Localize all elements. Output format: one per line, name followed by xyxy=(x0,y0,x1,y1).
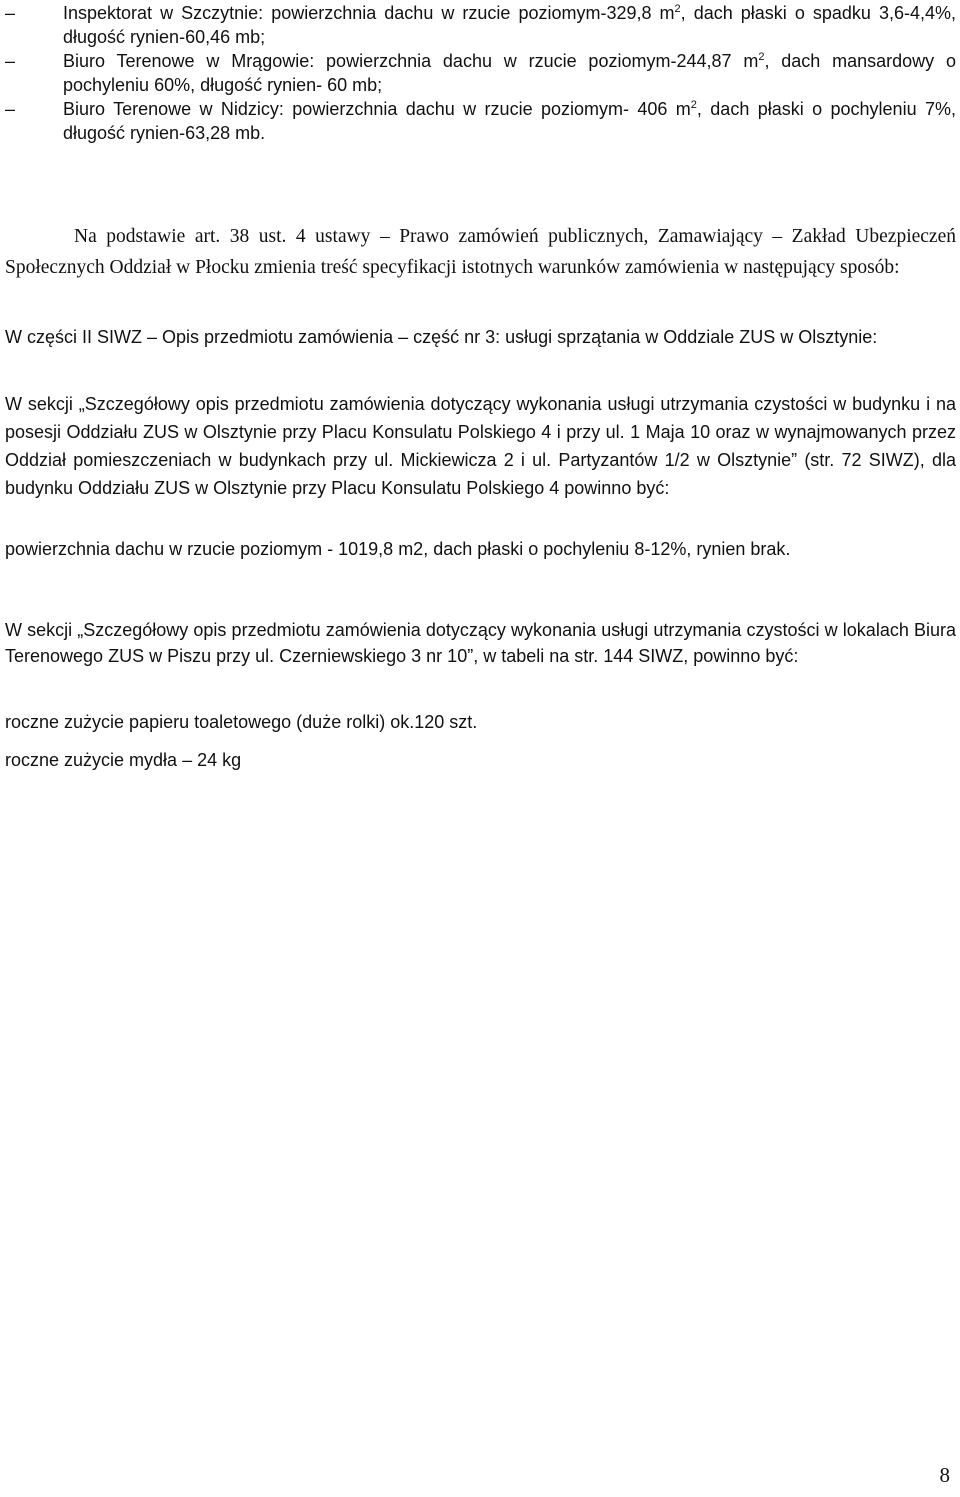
list-marker: – xyxy=(5,51,16,71)
list-item-text: Biuro Terenowe w Nidzicy: powierzchnia dachu w rzucie poziomym- 406 m xyxy=(63,99,691,119)
superscript: 2 xyxy=(674,3,681,15)
list-marker: – xyxy=(5,99,16,119)
superscript: 2 xyxy=(758,51,765,63)
list-item xyxy=(5,1,956,49)
page-number: 8 xyxy=(939,1463,950,1487)
list-item xyxy=(5,49,956,97)
roof-olsztyn-line: powierzchnia dachu w rzucie poziomym - 1019,8 m2, dach płaski o pochyleniu 8-12%, rynien brak. xyxy=(5,539,791,559)
list-item-text-after: , dach płaski o pochyleniu 7%, długość rynien-63,28 mb. xyxy=(63,99,956,143)
section-olsztyn-paragraph: W sekcji „Szczegółowy opis przedmiotu zamówienia dotyczący wykonania usługi utrzymania czystości w budynku i na posesji Oddziału ZUS w Olsztynie przy Placu Konsulatu Polskiego 4 i przy ul. 1 Maja 10 oraz w wynajmowanych przez Oddział pomieszczeniach w budynkach przy ul. Mickiewicza 2 i ul. Partyzantów 1/2 w Olsztynie” (str. 72 SIWZ), dla budynku Oddziału ZUS w Olsztynie przy Placu Konsulatu Polskiego 4 powinno być: xyxy=(5,394,956,498)
list-item-text: Inspektorat w Szczytnie: powierzchnia dachu w rzucie poziomym-329,8 m xyxy=(63,3,675,23)
part-heading: W części II SIWZ – Opis przedmiotu zamówienia – część nr 3: usługi sprzątania w Oddziale ZUS w Olsztynie: xyxy=(5,327,878,347)
superscript: 2 xyxy=(690,99,697,111)
list-item-text-after: , dach płaski o spadku 3,6-4,4%, długość rynien-60,46 mb; xyxy=(63,3,957,47)
legal-intro-paragraph: Na podstawie art. 38 ust. 4 ustawy – Prawo zamówień publicznych, Zamawiający – Zakład Ubezpieczeń Społecznych Oddział w Płocku zmienia treść specyfikacji istotnych warunków zamówienia w następujący sposób: xyxy=(5,226,956,278)
section-pisz-paragraph: W sekcji „Szczegółowy opis przedmiotu zamówienia dotyczący wykonania usługi utrzymania czystości w lokalach Biura Terenowego ZUS w Piszu przy ul. Czerniewskiego 3 nr 10”, w tabeli na str. 144 SIWZ, powinno być: xyxy=(5,620,956,666)
consumption-soap-line: roczne zużycie mydła – 24 kg xyxy=(5,750,242,770)
list-marker: – xyxy=(5,3,16,23)
list-item xyxy=(5,97,956,145)
consumption-paper-line: roczne zużycie papieru toaletowego (duże rolki) ok.120 szt. xyxy=(5,712,478,732)
building-list xyxy=(5,1,956,145)
list-item-text-after: , dach mansardowy o pochyleniu 60%, długość rynien- 60 mb; xyxy=(63,51,956,95)
list-item-text: Biuro Terenowe w Mrągowie: powierzchnia dachu w rzucie poziomym-244,87 m xyxy=(63,51,759,71)
